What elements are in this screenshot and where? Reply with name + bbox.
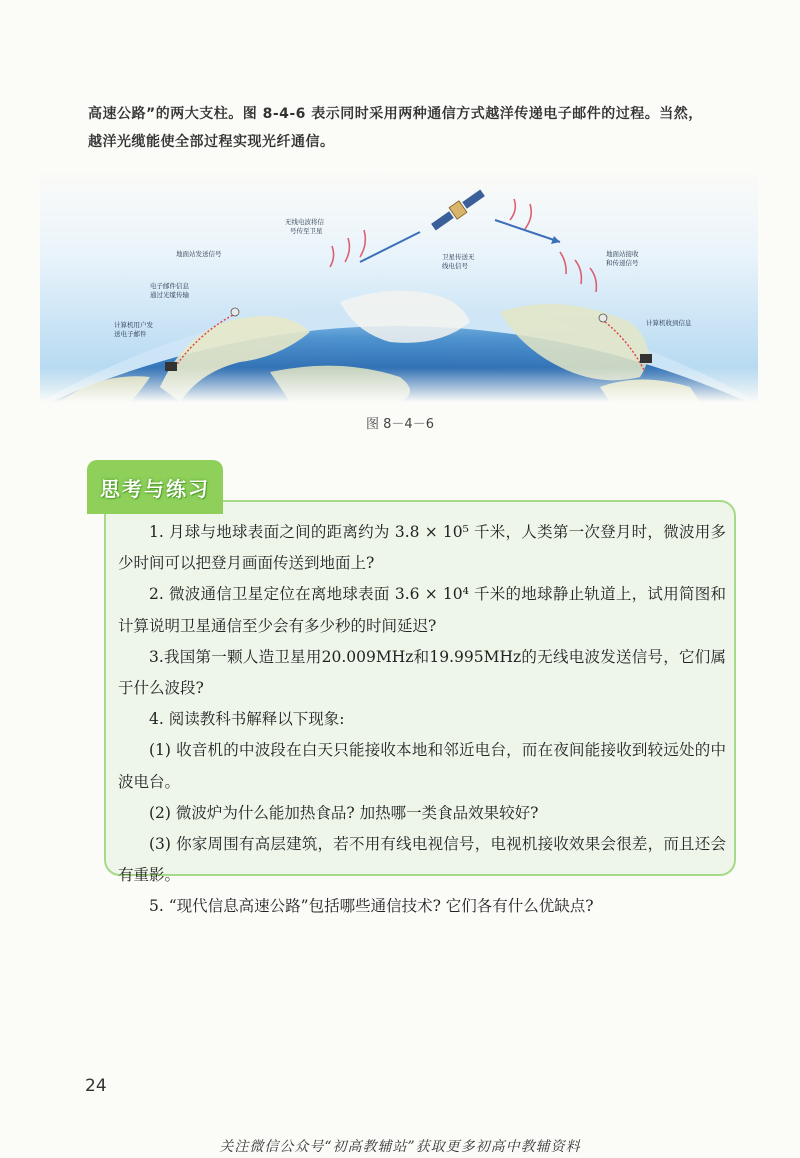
- exercise-item-4: 4. 阅读教科书解释以下现象:: [149, 710, 345, 729]
- exercise-item-4-1: (1) 收音机的中波段在白天只能接收本地和邻近电台，而在夜间能接收到较远处的中波电台。: [118, 741, 726, 791]
- page-number: 24: [85, 1076, 107, 1096]
- intro-line-1: 高速公路”的两大支柱。图 8-4-6 表示同时采用两种通信方式越洋传递电子邮件的过程。当然，: [88, 106, 703, 122]
- exercise-item-4-2: (2) 微波炉为什么能加热食品? 加热哪一类食品效果较好?: [149, 803, 539, 822]
- label-satellite-relay: 卫星传送无线电信号: [442, 253, 475, 270]
- label-user-send: 计算机用户发送电子邮件: [114, 321, 153, 338]
- exercise-item-3: 3.我国第一颗人造卫星用20.009MHz和19.995MHz的无线电波发送信号，它们属于什么波段?: [118, 647, 726, 698]
- figure-caption: 图 8－4－6: [366, 417, 434, 432]
- exercise-title: 思考与练习: [100, 476, 210, 501]
- exercise-item-4-3: (3) 你家周围有高层建筑，若不用有线电视信号，电视机接收效果会很差，而且还会有重影。: [118, 835, 726, 885]
- label-ground-send: 地面站发送信号: [176, 250, 222, 258]
- exercise-list: [118, 517, 726, 923]
- email-transmission-figure: [40, 172, 758, 402]
- intro-paragraph: [88, 100, 748, 156]
- exercise-item-5: 5. “现代信息高速公路”包括哪些通信技术? 它们各有什么优缺点?: [149, 897, 594, 916]
- intro-line-2: 越洋光缆能使全部过程实现光纤通信。: [88, 134, 335, 150]
- label-radio-up: 无线电波将信号传至卫星: [285, 218, 324, 235]
- label-fiber: 电子邮件信息通过光缆传输: [150, 282, 189, 299]
- label-pc-receive: 计算机收到信息: [646, 319, 692, 327]
- exercise-title-tab: [87, 460, 223, 514]
- label-ground-receive: 地面站接收和传递信号: [606, 250, 639, 267]
- exercise-item-1: 1. 月球与地球表面之间的距离约为 3.8 × 10⁵ 千米，人类第一次登月时，微波用多少时间可以把登月画面传送到地面上?: [118, 523, 726, 573]
- footer-note: 关注微信公众号“初高教辅站”获取更多初高中教辅资料: [219, 1139, 581, 1155]
- exercise-item-2: 2. 微波通信卫星定位在离地球表面 3.6 × 10⁴ 千米的地球静止轨道上，试用简图和计算说明卫星通信至少会有多少秒的时间延迟?: [118, 585, 726, 635]
